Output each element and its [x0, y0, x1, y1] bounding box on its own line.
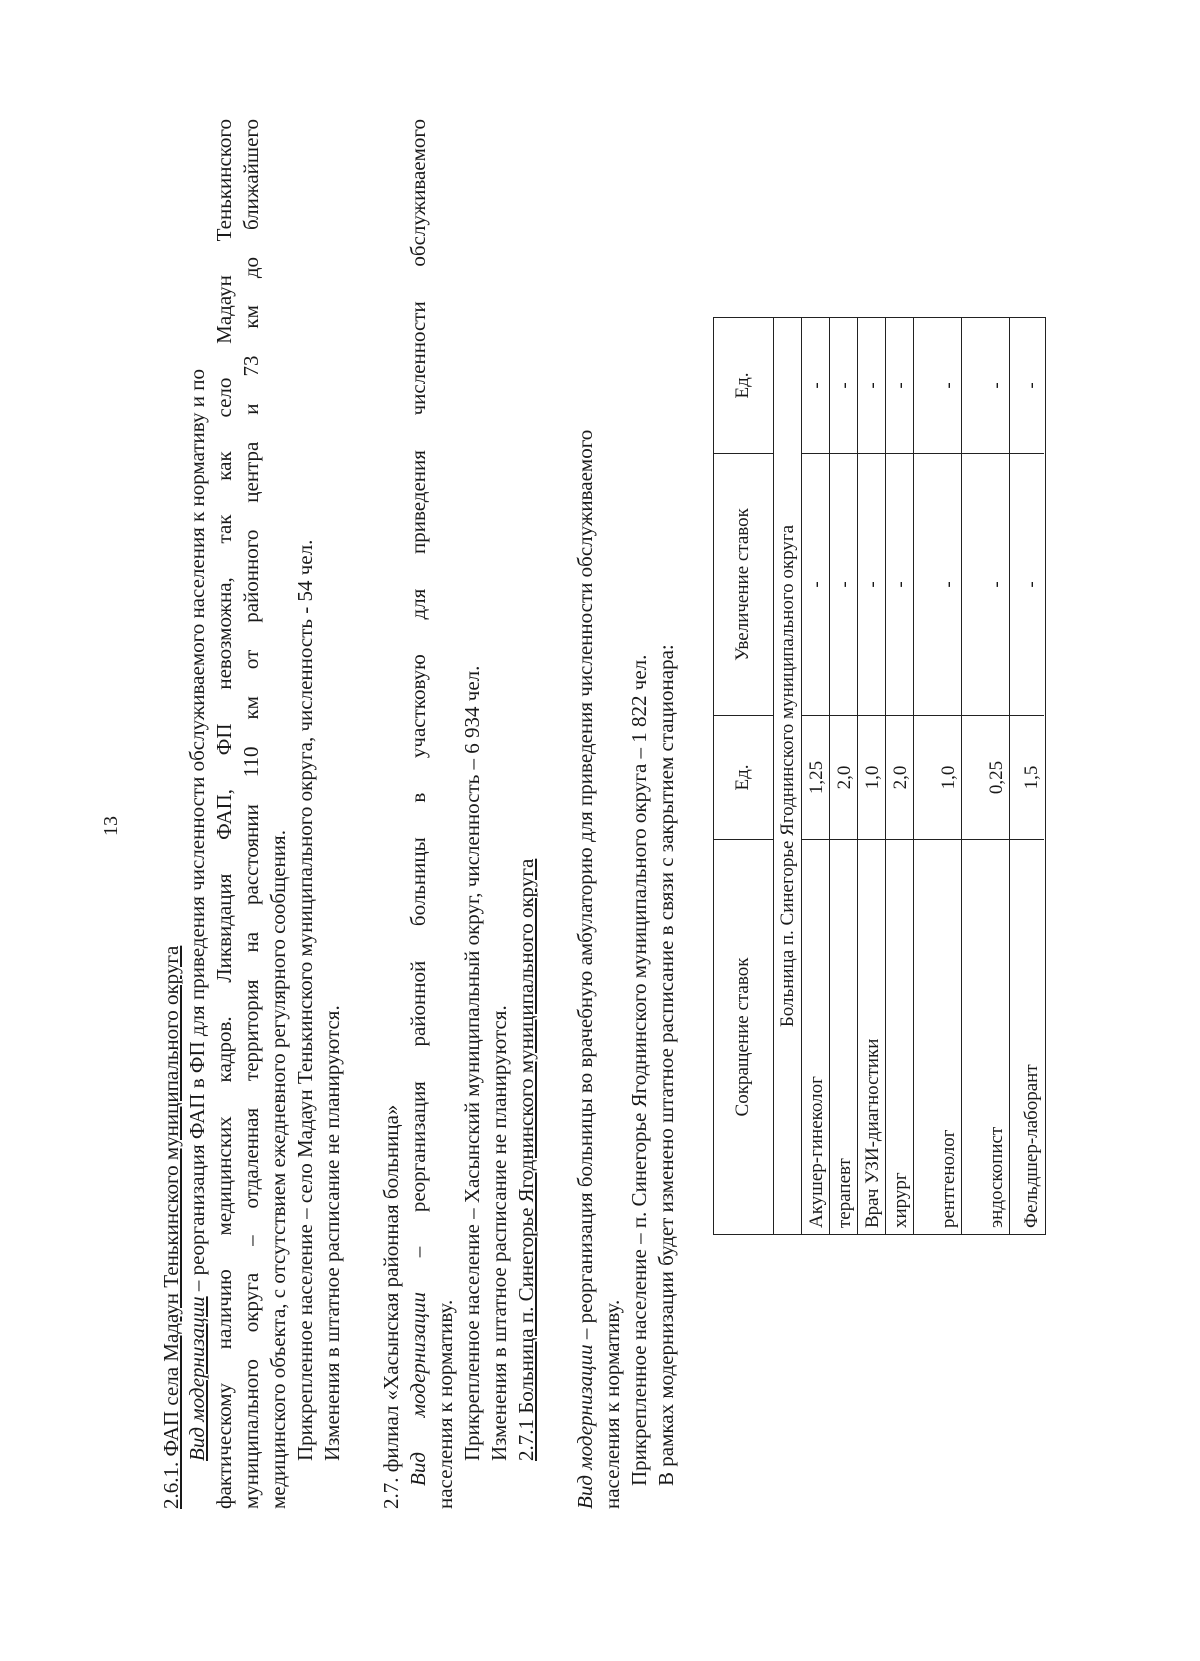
modernization-text: – реорганизация ФАП в ФП для приведения численности обслуживаемого населения к нормативу и по — [185, 369, 209, 1297]
s261-modernization — [184, 369, 210, 1461]
table-cell: 1,0 — [914, 715, 961, 839]
table-row — [830, 318, 858, 1234]
table-cell: Врач УЗИ-диагностики — [858, 839, 885, 1234]
table-cell: - — [962, 453, 1009, 715]
paragraph-line: населения к нормативу. — [600, 1299, 624, 1509]
population-line: Прикрепленное население – село Мадаун Тенькинского муниципального округа, численность - 54 чел. — [293, 539, 317, 1461]
modernization-text: – реорганизация больницы во врачебную амбулаторию для приведения численности обслуживаемого — [573, 429, 597, 1345]
staff-line: Изменения в штатное расписание не планируются. — [320, 1005, 344, 1461]
paragraph-line: муниципального округа – отдаленная территория на расстоянии 110 км от районного центра и 73 км до ближайшего — [239, 119, 263, 1509]
table-cell: 1,0 — [858, 715, 885, 839]
table-cell: 2,0 — [886, 715, 913, 839]
table-cell: - — [834, 382, 855, 389]
modernization-label: Вид модернизации — [406, 1291, 430, 1486]
table-cell: 2,0 — [830, 715, 857, 839]
header-cell: Увеличение ставок — [714, 453, 773, 715]
table-row — [1010, 318, 1044, 1234]
table-row — [886, 318, 914, 1234]
staff-changes-table — [713, 317, 1046, 1235]
table-cell: 1,5 — [1010, 715, 1044, 839]
table-header-row — [714, 318, 774, 1234]
population-line: Прикрепленное население – Хасынский муниципальный округ, численность – 6 934 чел. — [460, 665, 484, 1461]
table-cell: - — [830, 453, 857, 715]
table-cell: 0,25 — [962, 715, 1009, 839]
modernization-label: Вид модернизации — [573, 1344, 597, 1509]
s271-modernization — [572, 430, 598, 1509]
table-cell: рентгенолог — [914, 839, 961, 1234]
modernization-text: – реорганизация районной больницы в участковую для приведения численности обслуживаемого — [406, 119, 430, 1292]
table-row — [962, 318, 1010, 1234]
section-heading-2-6-1: 2.6.1. ФАП села Мадаун Тенькинского муниципального округа — [159, 945, 183, 1509]
table-cell: - — [890, 382, 911, 389]
table-cell: - — [938, 382, 959, 389]
table-cell: Акушер-гинеколог — [802, 839, 829, 1234]
table-cell: - — [802, 453, 829, 715]
table-cell: - — [1010, 453, 1044, 715]
table-cell: 1,25 — [802, 715, 829, 839]
table-row — [802, 318, 830, 1234]
population-line: Прикрепленное население – п. Синегорье Ягоднинского муниципального округа – 1 822 чел. — [627, 654, 651, 1486]
table-cell: - — [862, 382, 883, 389]
staff-line: Изменения в штатное расписание не планируются. — [487, 1005, 511, 1461]
table-cell: - — [806, 382, 827, 389]
table-cell: - — [858, 453, 885, 715]
paragraph-line: медицинского объекта, с отсутствием ежедневного регулярного сообщения. — [266, 830, 290, 1509]
paragraph-line: фактическому наличию медицинских кадров. Ликвидация ФАП, ФП невозможна, так как село Мадаун Тенькинского — [212, 119, 236, 1509]
section-heading-2-7: 2.7. филиал «Хасынская районная больница» — [379, 1104, 403, 1509]
page-number: 13 — [100, 816, 122, 836]
table-cell: - — [886, 453, 913, 715]
note-line: В рамках модернизации будет изменено штатное расписание в связи с закрытием стационара: — [654, 644, 678, 1486]
section-heading-2-7-1: 2.7.1 Больница п. Синегорье Ягоднинского муниципального округа — [514, 858, 538, 1461]
modernization-label: Вид модернизации — [185, 1296, 209, 1461]
table-group-row: Больница п. Синегорье Ягоднинского муниципального округа — [774, 318, 802, 1234]
table-cell: хирург — [886, 839, 913, 1234]
header-cell: Ед. — [714, 715, 773, 839]
table-row — [858, 318, 886, 1234]
s27-modernization — [405, 119, 431, 1486]
table-cell: - — [1021, 382, 1042, 389]
table-cell: - — [986, 382, 1007, 389]
table-cell: эндоскопист — [962, 839, 1009, 1234]
table-cell: терапевт — [830, 839, 857, 1234]
table-cell: Фельдшер-лаборант — [1010, 839, 1044, 1234]
paragraph-line: населения к нормативу. — [433, 1299, 457, 1509]
header-cell: Сокращение ставок — [714, 839, 773, 1234]
table-cell: - — [914, 453, 961, 715]
header-cell: Ед. — [732, 372, 753, 399]
table-row — [914, 318, 962, 1234]
